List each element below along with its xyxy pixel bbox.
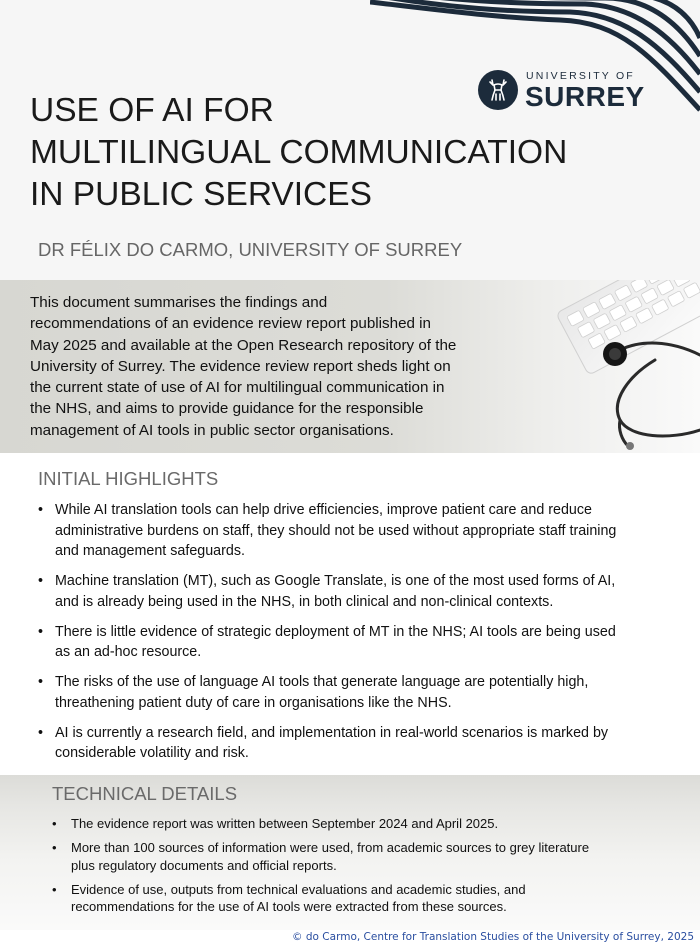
summary-paragraph (30, 292, 530, 441)
technical-heading: TECHNICAL DETAILS (52, 783, 238, 804)
highlights-list (38, 500, 693, 773)
title-line: USE OF AI FOR (30, 92, 274, 129)
list-item (38, 672, 693, 713)
list-item (52, 839, 692, 874)
list-item-line: More than 100 sources of information were used, from academic sources to grey literature (71, 840, 590, 855)
keyboard-stethoscope-image (540, 280, 700, 453)
logo-top-text: UNIVERSITY OF (526, 70, 635, 82)
list-item (38, 622, 693, 663)
author-line: DR FÉLIX DO CARMO, UNIVERSITY OF SURREY (38, 239, 463, 260)
bullet-icon: • (38, 573, 44, 589)
title-line: IN PUBLIC SERVICES (30, 176, 372, 213)
list-item-line: There is little evidence of strategic deployment of MT in the NHS; AI tools are being used (55, 623, 616, 640)
list-item-line: threathening patient duty of care in organisations like the NHS. (55, 694, 452, 711)
technical-list (52, 815, 692, 922)
list-item-line: and management safeguards. (55, 543, 245, 559)
summary-line: the NHS, and aims to provide guidance for the responsible (30, 400, 424, 418)
list-item-line: plus regulatory documents and official reports. (71, 857, 337, 873)
bullet-icon: • (38, 502, 44, 518)
copyright-footer: © do Carmo, Centre for Translation Studies of the University of Surrey, 2025 (292, 931, 694, 943)
list-item (38, 723, 693, 764)
summary-line: recommendations of an evidence review report published in (30, 315, 432, 333)
list-item-line: considerable volatility and risk. (55, 745, 249, 761)
bullet-icon: • (52, 881, 57, 897)
list-item-line: Evidence of use, outputs from technical evaluations and academic studies, and (71, 881, 526, 897)
highlights-heading: INITIAL HIGHLIGHTS (38, 468, 219, 489)
list-item-line: AI is currently a research field, and implementation in real-world scenarios is marked by (55, 724, 609, 741)
list-item-line: administrative burdens on staff, they should not be used without appropriate staff training (55, 522, 617, 539)
summary-line: University of Surrey. The evidence review report sheds light on (30, 357, 451, 375)
summary-line: May 2025 and available at the Open Research repository of the (30, 336, 457, 354)
list-item-line: and is already being used in the NHS, in both clinical and non-clinical contexts. (55, 593, 554, 610)
document-title (30, 90, 630, 216)
list-item (52, 815, 692, 833)
list-item-line: The evidence report was written between September 2024 and April 2025. (71, 816, 499, 831)
summary-line: This document summarises the findings and (30, 294, 328, 311)
list-item (52, 881, 692, 916)
list-item-line: The risks of the use of language AI tools that generate language are potentially high, (55, 674, 589, 690)
summary-line: management of AI tools in public sector organisations. (30, 421, 394, 439)
bullet-icon: • (38, 674, 44, 690)
bullet-icon: • (38, 724, 44, 741)
bullet-icon: • (38, 623, 44, 640)
list-item-line: While AI translation tools can help drive efficiencies, improve patient care and reduce (55, 502, 592, 518)
list-item-line: as an ad-hoc resource. (55, 644, 202, 660)
logo-main-text: SURREY (525, 81, 645, 112)
bullet-icon: • (52, 840, 57, 855)
list-item (38, 571, 693, 612)
summary-line: the current state of use of AI for multilingual communication in (30, 379, 445, 397)
title-line: MULTILINGUAL COMMUNICATION (30, 134, 568, 171)
bullet-icon: • (52, 816, 57, 831)
list-item (38, 500, 693, 562)
list-item-line: recommendations for the use of AI tools were extracted from these sources. (71, 899, 507, 914)
list-item-line: Machine translation (MT), such as Google Translate, is one of the most used forms of AI, (55, 573, 616, 589)
